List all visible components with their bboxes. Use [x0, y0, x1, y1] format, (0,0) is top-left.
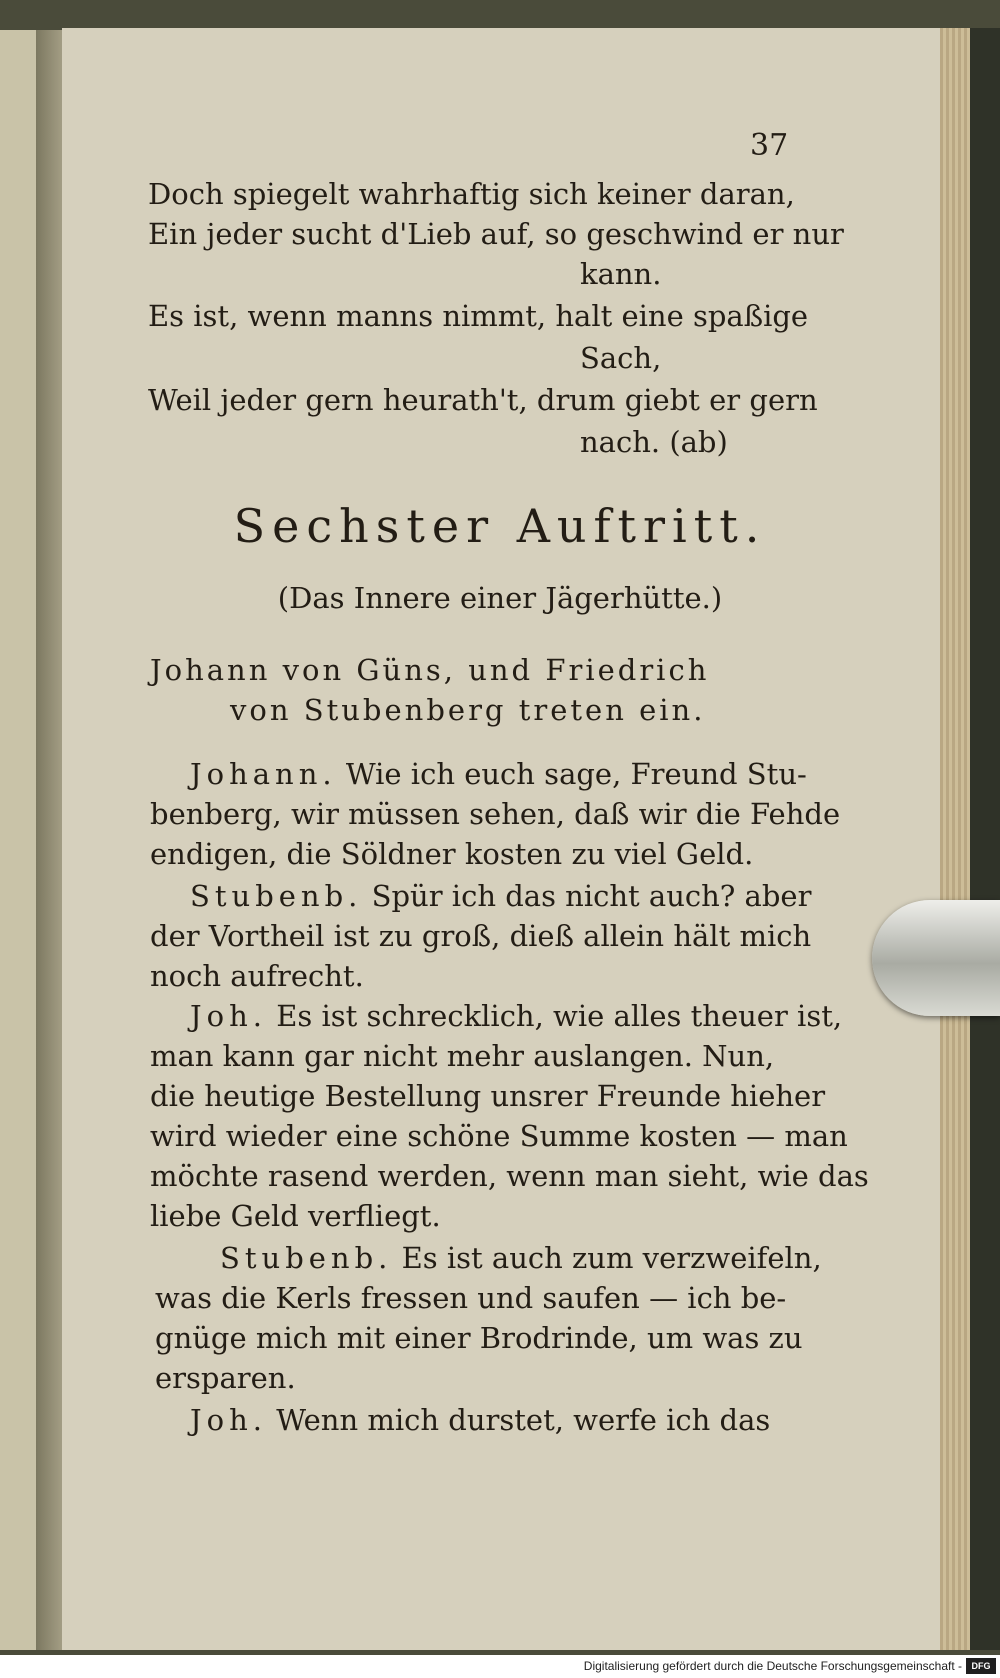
- stage-direction: (Das Innere einer Jägerhütte.): [277, 581, 723, 615]
- characters-line: Johann von Güns, und Friedrich: [150, 653, 710, 687]
- dialogue-line: wird wieder eine schöne Summe kosten — man: [150, 1119, 848, 1153]
- verse-line: kann.: [580, 257, 662, 291]
- speaker-name: Stubenb.: [190, 879, 363, 913]
- dialogue-line: gnüge mich mit einer Brodrinde, um was zu: [155, 1321, 803, 1355]
- dialogue-line: der Vortheil ist zu groß, dieß allein hält mich: [150, 919, 812, 953]
- dialogue-line: noch aufrecht.: [150, 959, 364, 993]
- page-edges: [940, 28, 970, 1650]
- verse-line: nach. (ab): [580, 425, 728, 459]
- funding-credit: Digitalisierung gefördert durch die Deutsche Forschungsgemeinschaft -: [583, 1659, 962, 1673]
- dialogue-line: möchte rasend werden, wenn man sieht, wie das: [150, 1159, 869, 1193]
- speaker-name: Stubenb.: [220, 1241, 393, 1275]
- dialogue-line: man kann gar nicht mehr auslangen. Nun,: [150, 1039, 775, 1073]
- page-clip: [872, 900, 1000, 1016]
- dialogue-line: endigen, die Söldner kosten zu viel Geld.: [150, 837, 754, 871]
- dialogue-line: ersparen.: [155, 1361, 296, 1395]
- footer-bar: [0, 1655, 1000, 1678]
- dialogue-line: Stubenb. Es ist auch zum verzweifeln,: [220, 1241, 822, 1275]
- dfg-logo: DFG: [966, 1658, 996, 1674]
- verse-line: Doch spiegelt wahrhaftig sich keiner daran,: [148, 177, 795, 211]
- dialogue-line: Johann. Wie ich euch sage, Freund Stu-: [190, 757, 807, 791]
- speaker-name: Joh.: [190, 999, 267, 1033]
- verse-line: Es ist, wenn manns nimmt, halt eine spaßige: [148, 299, 809, 333]
- dialogue-line: liebe Geld verfliegt.: [150, 1199, 441, 1233]
- dialogue-line: Stubenb. Spür ich das nicht auch? aber: [190, 879, 812, 913]
- characters-line: von Stubenberg treten ein.: [230, 693, 706, 727]
- dialogue-line: was die Kerls fressen und saufen — ich be-: [155, 1281, 787, 1315]
- dialogue-line: Joh. Wenn mich durstet, werfe ich das: [190, 1403, 771, 1437]
- verse-line: Sach,: [580, 341, 662, 375]
- verse-line: Ein jeder sucht d'Lieb auf, so geschwind er nur: [148, 217, 844, 251]
- speaker-name: Johann.: [190, 757, 337, 791]
- dialogue-line: Joh. Es ist schrecklich, wie alles theuer ist,: [190, 999, 843, 1033]
- dialogue-line: die heutige Bestellung unsrer Freunde hieher: [150, 1079, 826, 1113]
- page-number: 37: [750, 128, 789, 163]
- right-shadow: [970, 28, 1000, 1650]
- gutter-shadow: [36, 30, 62, 1650]
- dialogue-line: benberg, wir müssen sehen, daß wir die Fehde: [150, 797, 841, 831]
- left-page-strip: [0, 30, 36, 1650]
- speaker-name: Joh.: [190, 1403, 267, 1437]
- scene-heading: Sechster Auftritt.: [233, 499, 767, 553]
- verse-line: Weil jeder gern heurath't, drum giebt er gern: [148, 383, 818, 417]
